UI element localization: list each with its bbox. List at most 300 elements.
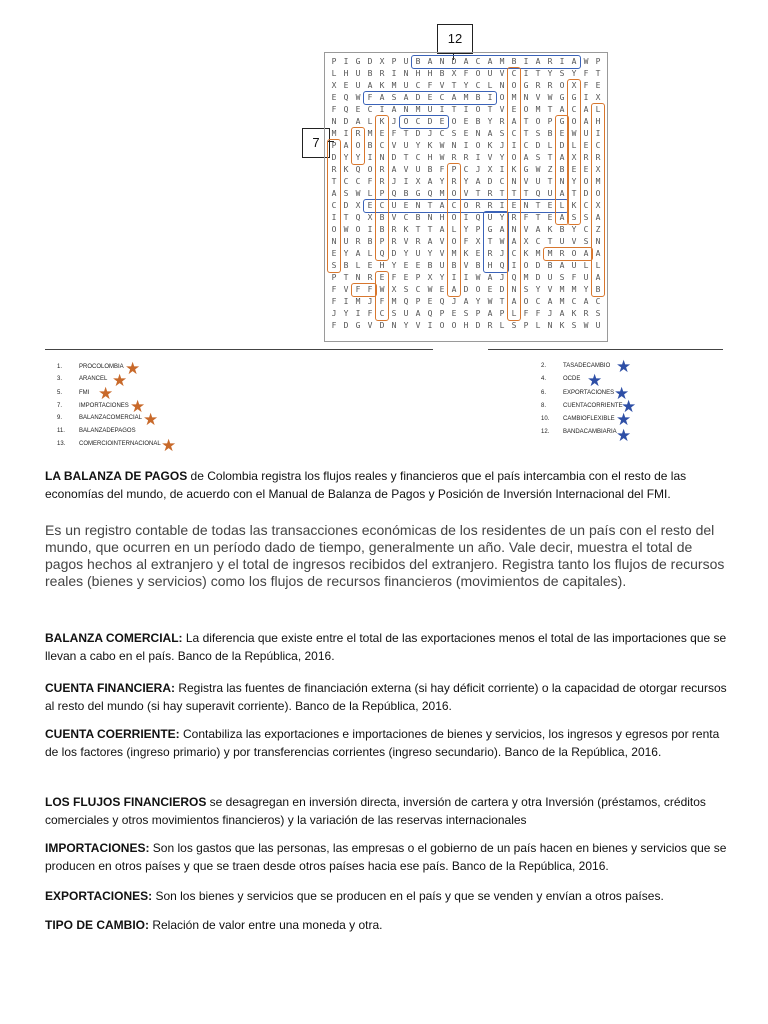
- grid-letter: Y: [343, 249, 349, 258]
- grid-letter: B: [403, 189, 409, 198]
- grid-letter: X: [571, 81, 577, 90]
- grid-letter: M: [439, 189, 445, 198]
- grid-letter: R: [379, 165, 385, 174]
- grid-letter: L: [583, 261, 589, 270]
- grid-letter: U: [403, 141, 409, 150]
- definition: Relación de valor entre una moneda y otra.: [149, 918, 383, 932]
- grid-letter: U: [571, 261, 577, 270]
- grid-letter: E: [355, 105, 361, 114]
- grid-letter: D: [487, 177, 493, 186]
- term: LA BALANZA DE PAGOS: [45, 469, 188, 483]
- grid-letter: D: [535, 261, 541, 270]
- grid-letter: L: [355, 261, 361, 270]
- grid-letter: B: [475, 93, 481, 102]
- paragraph-balanza-pagos: [45, 467, 727, 503]
- grid-letter: A: [439, 201, 445, 210]
- grid-letter: A: [487, 273, 493, 282]
- grid-letter: D: [415, 93, 421, 102]
- word-label: COMERCIOINTERNACIONAL: [79, 441, 161, 447]
- star-icon: ★: [587, 371, 603, 390]
- grid-letter: O: [511, 153, 517, 162]
- grid-letter: A: [511, 237, 517, 246]
- found-word-highlight-orange: [327, 139, 341, 273]
- grid-letter: T: [535, 69, 541, 78]
- grid-letter: C: [331, 201, 337, 210]
- grid-letter: L: [595, 105, 601, 114]
- grid-letter: V: [403, 237, 409, 246]
- clue-number-7: 7: [302, 128, 330, 158]
- grid-letter: V: [391, 213, 397, 222]
- grid-letter: V: [439, 237, 445, 246]
- grid-letter: S: [463, 309, 469, 318]
- found-word-highlight-blue: [399, 115, 449, 129]
- grid-letter: B: [427, 261, 433, 270]
- grid-letter: K: [427, 141, 433, 150]
- grid-letter: N: [331, 117, 337, 126]
- grid-letter: D: [583, 189, 589, 198]
- word-number: 12.: [541, 429, 550, 435]
- grid-letter: L: [571, 141, 577, 150]
- grid-letter: X: [331, 81, 337, 90]
- grid-letter: P: [415, 297, 421, 306]
- grid-letter: S: [583, 237, 589, 246]
- grid-letter: I: [523, 57, 529, 66]
- grid-letter: M: [535, 249, 541, 258]
- grid-letter: N: [475, 129, 481, 138]
- grid-letter: B: [559, 165, 565, 174]
- grid-letter: B: [343, 261, 349, 270]
- grid-letter: C: [523, 141, 529, 150]
- grid-letter: Q: [379, 249, 385, 258]
- paragraph-exportaciones: [45, 887, 727, 905]
- grid-letter: N: [427, 213, 433, 222]
- grid-letter: F: [523, 213, 529, 222]
- grid-letter: U: [403, 57, 409, 66]
- word-number: 7.: [57, 403, 63, 409]
- found-word-highlight-blue: [483, 211, 509, 273]
- grid-letter: R: [355, 129, 361, 138]
- grid-letter: D: [451, 57, 457, 66]
- found-word-highlight-orange: [507, 67, 521, 321]
- grid-letter: E: [595, 81, 601, 90]
- grid-letter: Y: [343, 309, 349, 318]
- grid-letter: M: [595, 177, 601, 186]
- grid-letter: V: [487, 153, 493, 162]
- grid-letter: A: [595, 249, 601, 258]
- grid-letter: L: [331, 69, 337, 78]
- term: CUENTA COERRIENTE:: [45, 727, 180, 741]
- grid-letter: R: [379, 69, 385, 78]
- grid-letter: A: [331, 189, 337, 198]
- grid-letter: J: [499, 141, 505, 150]
- term: TIPO DE CAMBIO:: [45, 918, 149, 932]
- grid-letter: R: [583, 309, 589, 318]
- grid-letter: A: [403, 93, 409, 102]
- grid-letter: G: [355, 57, 361, 66]
- grid-letter: K: [463, 249, 469, 258]
- grid-letter: P: [499, 309, 505, 318]
- grid-letter: X: [367, 213, 373, 222]
- grid-letter: O: [523, 261, 529, 270]
- star-icon: ★: [616, 426, 632, 445]
- grid-letter: A: [559, 153, 565, 162]
- grid-letter: B: [475, 117, 481, 126]
- grid-letter: V: [403, 165, 409, 174]
- grid-letter: W: [475, 273, 481, 282]
- grid-letter: I: [367, 225, 373, 234]
- grid-letter: O: [331, 225, 337, 234]
- grid-letter: C: [475, 81, 481, 90]
- grid-letter: V: [367, 321, 373, 330]
- grid-letter: R: [559, 249, 565, 258]
- grid-letter: O: [583, 177, 589, 186]
- grid-letter: T: [523, 189, 529, 198]
- grid-letter: K: [571, 309, 577, 318]
- grid-letter: V: [547, 285, 553, 294]
- grid-letter: N: [547, 321, 553, 330]
- grid-letter: A: [595, 273, 601, 282]
- grid-letter: G: [523, 81, 529, 90]
- grid-letter: I: [379, 105, 385, 114]
- grid-letter: N: [499, 81, 505, 90]
- grid-letter: Q: [511, 273, 517, 282]
- grid-letter: N: [391, 321, 397, 330]
- grid-letter: E: [463, 117, 469, 126]
- term: BALANZA COMERCIAL:: [45, 631, 183, 645]
- grid-letter: I: [355, 309, 361, 318]
- grid-letter: L: [499, 321, 505, 330]
- grid-letter: C: [499, 177, 505, 186]
- grid-letter: O: [559, 81, 565, 90]
- grid-letter: Y: [343, 153, 349, 162]
- grid-letter: D: [343, 201, 349, 210]
- found-word-highlight-orange: [567, 79, 581, 225]
- grid-letter: E: [379, 129, 385, 138]
- grid-letter: U: [415, 165, 421, 174]
- grid-letter: V: [415, 321, 421, 330]
- grid-letter: R: [583, 153, 589, 162]
- grid-letter: R: [547, 57, 553, 66]
- grid-letter: E: [403, 201, 409, 210]
- paragraph-registro: [45, 522, 727, 590]
- word-list-item: [57, 425, 136, 438]
- grid-letter: C: [583, 201, 589, 210]
- grid-letter: X: [523, 237, 529, 246]
- grid-letter: D: [535, 273, 541, 282]
- grid-letter: N: [511, 177, 517, 186]
- word-label: BALANZACOMERCIAL: [79, 415, 143, 421]
- grid-letter: R: [379, 177, 385, 186]
- grid-letter: D: [559, 141, 565, 150]
- grid-letter: L: [487, 81, 493, 90]
- grid-letter: X: [379, 57, 385, 66]
- grid-letter: U: [415, 249, 421, 258]
- grid-letter: M: [355, 297, 361, 306]
- grid-letter: B: [415, 213, 421, 222]
- grid-letter: A: [535, 57, 541, 66]
- grid-letter: S: [535, 129, 541, 138]
- grid-letter: A: [379, 93, 385, 102]
- grid-letter: E: [367, 261, 373, 270]
- grid-letter: Q: [355, 165, 361, 174]
- grid-letter: Q: [391, 189, 397, 198]
- grid-letter: U: [535, 177, 541, 186]
- grid-letter: W: [355, 189, 361, 198]
- word-list-item: [541, 400, 623, 413]
- grid-letter: E: [547, 201, 553, 210]
- grid-letter: M: [523, 273, 529, 282]
- grid-letter: T: [571, 189, 577, 198]
- grid-letter: K: [523, 249, 529, 258]
- grid-letter: Y: [547, 69, 553, 78]
- grid-letter: S: [391, 309, 397, 318]
- grid-letter: T: [415, 225, 421, 234]
- grid-letter: T: [331, 177, 337, 186]
- grid-letter: T: [523, 129, 529, 138]
- grid-letter: J: [391, 177, 397, 186]
- grid-letter: A: [475, 177, 481, 186]
- grid-letter: X: [571, 153, 577, 162]
- grid-letter: E: [463, 129, 469, 138]
- paragraph-flujos-financieros: [45, 793, 727, 829]
- star-icon: ★: [125, 359, 141, 378]
- grid-letter: U: [343, 237, 349, 246]
- grid-letter: B: [439, 69, 445, 78]
- grid-letter: S: [583, 213, 589, 222]
- grid-letter: C: [451, 201, 457, 210]
- grid-letter: B: [367, 237, 373, 246]
- grid-letter: A: [439, 225, 445, 234]
- grid-letter: C: [343, 177, 349, 186]
- grid-letter: X: [595, 93, 601, 102]
- grid-letter: E: [403, 273, 409, 282]
- grid-letter: N: [451, 141, 457, 150]
- grid-letter: X: [595, 165, 601, 174]
- word-list-item: [541, 387, 614, 400]
- grid-letter: I: [463, 141, 469, 150]
- grid-letter: W: [355, 93, 361, 102]
- grid-letter: Q: [403, 297, 409, 306]
- grid-letter: B: [475, 261, 481, 270]
- grid-letter: W: [427, 285, 433, 294]
- word-number: 3.: [57, 376, 63, 382]
- grid-letter: U: [355, 69, 361, 78]
- grid-letter: R: [595, 153, 601, 162]
- grid-letter: P: [595, 57, 601, 66]
- grid-letter: A: [571, 57, 577, 66]
- grid-letter: X: [415, 177, 421, 186]
- grid-letter: X: [451, 69, 457, 78]
- grid-letter: S: [535, 153, 541, 162]
- grid-letter: R: [487, 201, 493, 210]
- grid-letter: J: [367, 297, 373, 306]
- grid-letter: I: [487, 93, 493, 102]
- paragraph-cuenta-corriente: [45, 725, 727, 761]
- grid-letter: W: [583, 57, 589, 66]
- grid-letter: S: [391, 93, 397, 102]
- grid-letter: O: [403, 117, 409, 126]
- grid-letter: T: [475, 189, 481, 198]
- found-word-highlight-orange: [555, 115, 569, 225]
- grid-letter: H: [439, 213, 445, 222]
- grid-letter: J: [475, 165, 481, 174]
- clue-number-12: 12: [437, 24, 473, 54]
- grid-letter: A: [355, 249, 361, 258]
- grid-letter: L: [451, 225, 457, 234]
- grid-letter: A: [583, 117, 589, 126]
- found-word-highlight-orange: [375, 271, 389, 321]
- grid-letter: F: [391, 273, 397, 282]
- found-word-highlight-blue: [363, 199, 569, 213]
- grid-letter: J: [547, 309, 553, 318]
- grid-letter: C: [571, 297, 577, 306]
- grid-letter: Y: [571, 225, 577, 234]
- grid-letter: Y: [499, 213, 505, 222]
- grid-letter: Z: [547, 165, 553, 174]
- grid-letter: C: [595, 297, 601, 306]
- grid-letter: A: [583, 297, 589, 306]
- grid-letter: F: [391, 129, 397, 138]
- word-label: TASADECAMBIO: [563, 363, 611, 369]
- grid-letter: I: [367, 153, 373, 162]
- grid-letter: R: [367, 273, 373, 282]
- grid-letter: F: [331, 285, 337, 294]
- grid-letter: E: [559, 129, 565, 138]
- grid-letter: I: [463, 105, 469, 114]
- grid-letter: U: [583, 129, 589, 138]
- grid-letter: I: [475, 153, 481, 162]
- grid-letter: A: [487, 129, 493, 138]
- grid-letter: N: [595, 237, 601, 246]
- grid-letter: T: [547, 177, 553, 186]
- grid-letter: E: [547, 213, 553, 222]
- grid-letter: F: [463, 237, 469, 246]
- grid-letter: E: [451, 309, 457, 318]
- grid-letter: C: [595, 141, 601, 150]
- grid-letter: V: [499, 69, 505, 78]
- found-word-highlight-blue: [363, 91, 497, 105]
- grid-letter: A: [343, 141, 349, 150]
- grid-letter: H: [595, 117, 601, 126]
- grid-letter: U: [595, 321, 601, 330]
- grid-letter: M: [451, 249, 457, 258]
- word-label: FMI: [79, 390, 90, 396]
- grid-letter: A: [487, 57, 493, 66]
- grid-letter: O: [475, 105, 481, 114]
- grid-letter: O: [451, 321, 457, 330]
- grid-letter: M: [367, 129, 373, 138]
- found-word-highlight-orange: [375, 115, 389, 261]
- grid-letter: T: [547, 105, 553, 114]
- grid-letter: F: [367, 309, 373, 318]
- grid-letter: D: [463, 285, 469, 294]
- grid-letter: Y: [487, 117, 493, 126]
- grid-letter: A: [583, 249, 589, 258]
- grid-letter: S: [571, 213, 577, 222]
- grid-letter: R: [487, 321, 493, 330]
- grid-letter: O: [511, 81, 517, 90]
- grid-letter: H: [487, 261, 493, 270]
- grid-letter: N: [439, 57, 445, 66]
- grid-letter: I: [451, 273, 457, 282]
- grid-letter: M: [535, 105, 541, 114]
- grid-letter: T: [523, 117, 529, 126]
- grid-letter: U: [487, 69, 493, 78]
- grid-letter: E: [487, 285, 493, 294]
- grid-letter: D: [499, 285, 505, 294]
- grid-letter: P: [379, 189, 385, 198]
- grid-letter: D: [379, 321, 385, 330]
- grid-letter: D: [427, 117, 433, 126]
- grid-letter: C: [439, 93, 445, 102]
- grid-letter: Q: [343, 105, 349, 114]
- grid-letter: O: [535, 117, 541, 126]
- grid-letter: E: [427, 93, 433, 102]
- grid-letter: G: [559, 117, 565, 126]
- grid-letter: V: [571, 237, 577, 246]
- grid-letter: G: [523, 165, 529, 174]
- grid-letter: H: [427, 69, 433, 78]
- grid-letter: V: [535, 93, 541, 102]
- grid-letter: L: [547, 141, 553, 150]
- grid-letter: C: [379, 201, 385, 210]
- grid-letter: I: [559, 57, 565, 66]
- grid-letter: Y: [415, 141, 421, 150]
- word-list-item: [57, 438, 161, 451]
- grid-letter: W: [499, 237, 505, 246]
- grid-letter: L: [559, 201, 565, 210]
- grid-letter: D: [475, 321, 481, 330]
- word-number: 4.: [541, 376, 547, 382]
- grid-letter: W: [439, 153, 445, 162]
- grid-letter: F: [331, 105, 337, 114]
- grid-letter: U: [427, 105, 433, 114]
- grid-letter: U: [487, 213, 493, 222]
- grid-letter: V: [523, 177, 529, 186]
- paragraph-balanza-comercial: [45, 629, 727, 665]
- grid-letter: E: [511, 105, 517, 114]
- definition: Son los gastos que las personas, las empresas o el gobierno de un país hacen en bienes y servicios que se producen en otros países y que se traen desde otros países hacia ese país. Banco de la República, 2016.: [45, 841, 727, 873]
- grid-letter: B: [415, 57, 421, 66]
- grid-letter: R: [475, 201, 481, 210]
- grid-letter: N: [415, 201, 421, 210]
- grid-letter: A: [391, 105, 397, 114]
- grid-letter: L: [595, 261, 601, 270]
- grid-letter: A: [559, 105, 565, 114]
- grid-letter: N: [511, 225, 517, 234]
- grid-letter: C: [379, 309, 385, 318]
- grid-letter: I: [499, 165, 505, 174]
- grid-letter: A: [487, 309, 493, 318]
- grid-letter: S: [343, 189, 349, 198]
- grid-letter: H: [463, 321, 469, 330]
- grid-letter: M: [391, 297, 397, 306]
- grid-letter: D: [415, 129, 421, 138]
- grid-letter: D: [391, 249, 397, 258]
- grid-letter: R: [415, 237, 421, 246]
- word-label: BANDACAMBIARIA: [563, 429, 617, 435]
- grid-letter: U: [391, 201, 397, 210]
- grid-letter: M: [331, 129, 337, 138]
- grid-letter: G: [355, 321, 361, 330]
- grid-letter: T: [343, 273, 349, 282]
- grid-letter: S: [595, 309, 601, 318]
- grid-letter: C: [439, 129, 445, 138]
- grid-letter: H: [343, 69, 349, 78]
- grid-letter: N: [355, 273, 361, 282]
- grid-letter: I: [523, 69, 529, 78]
- grid-letter: Y: [355, 153, 361, 162]
